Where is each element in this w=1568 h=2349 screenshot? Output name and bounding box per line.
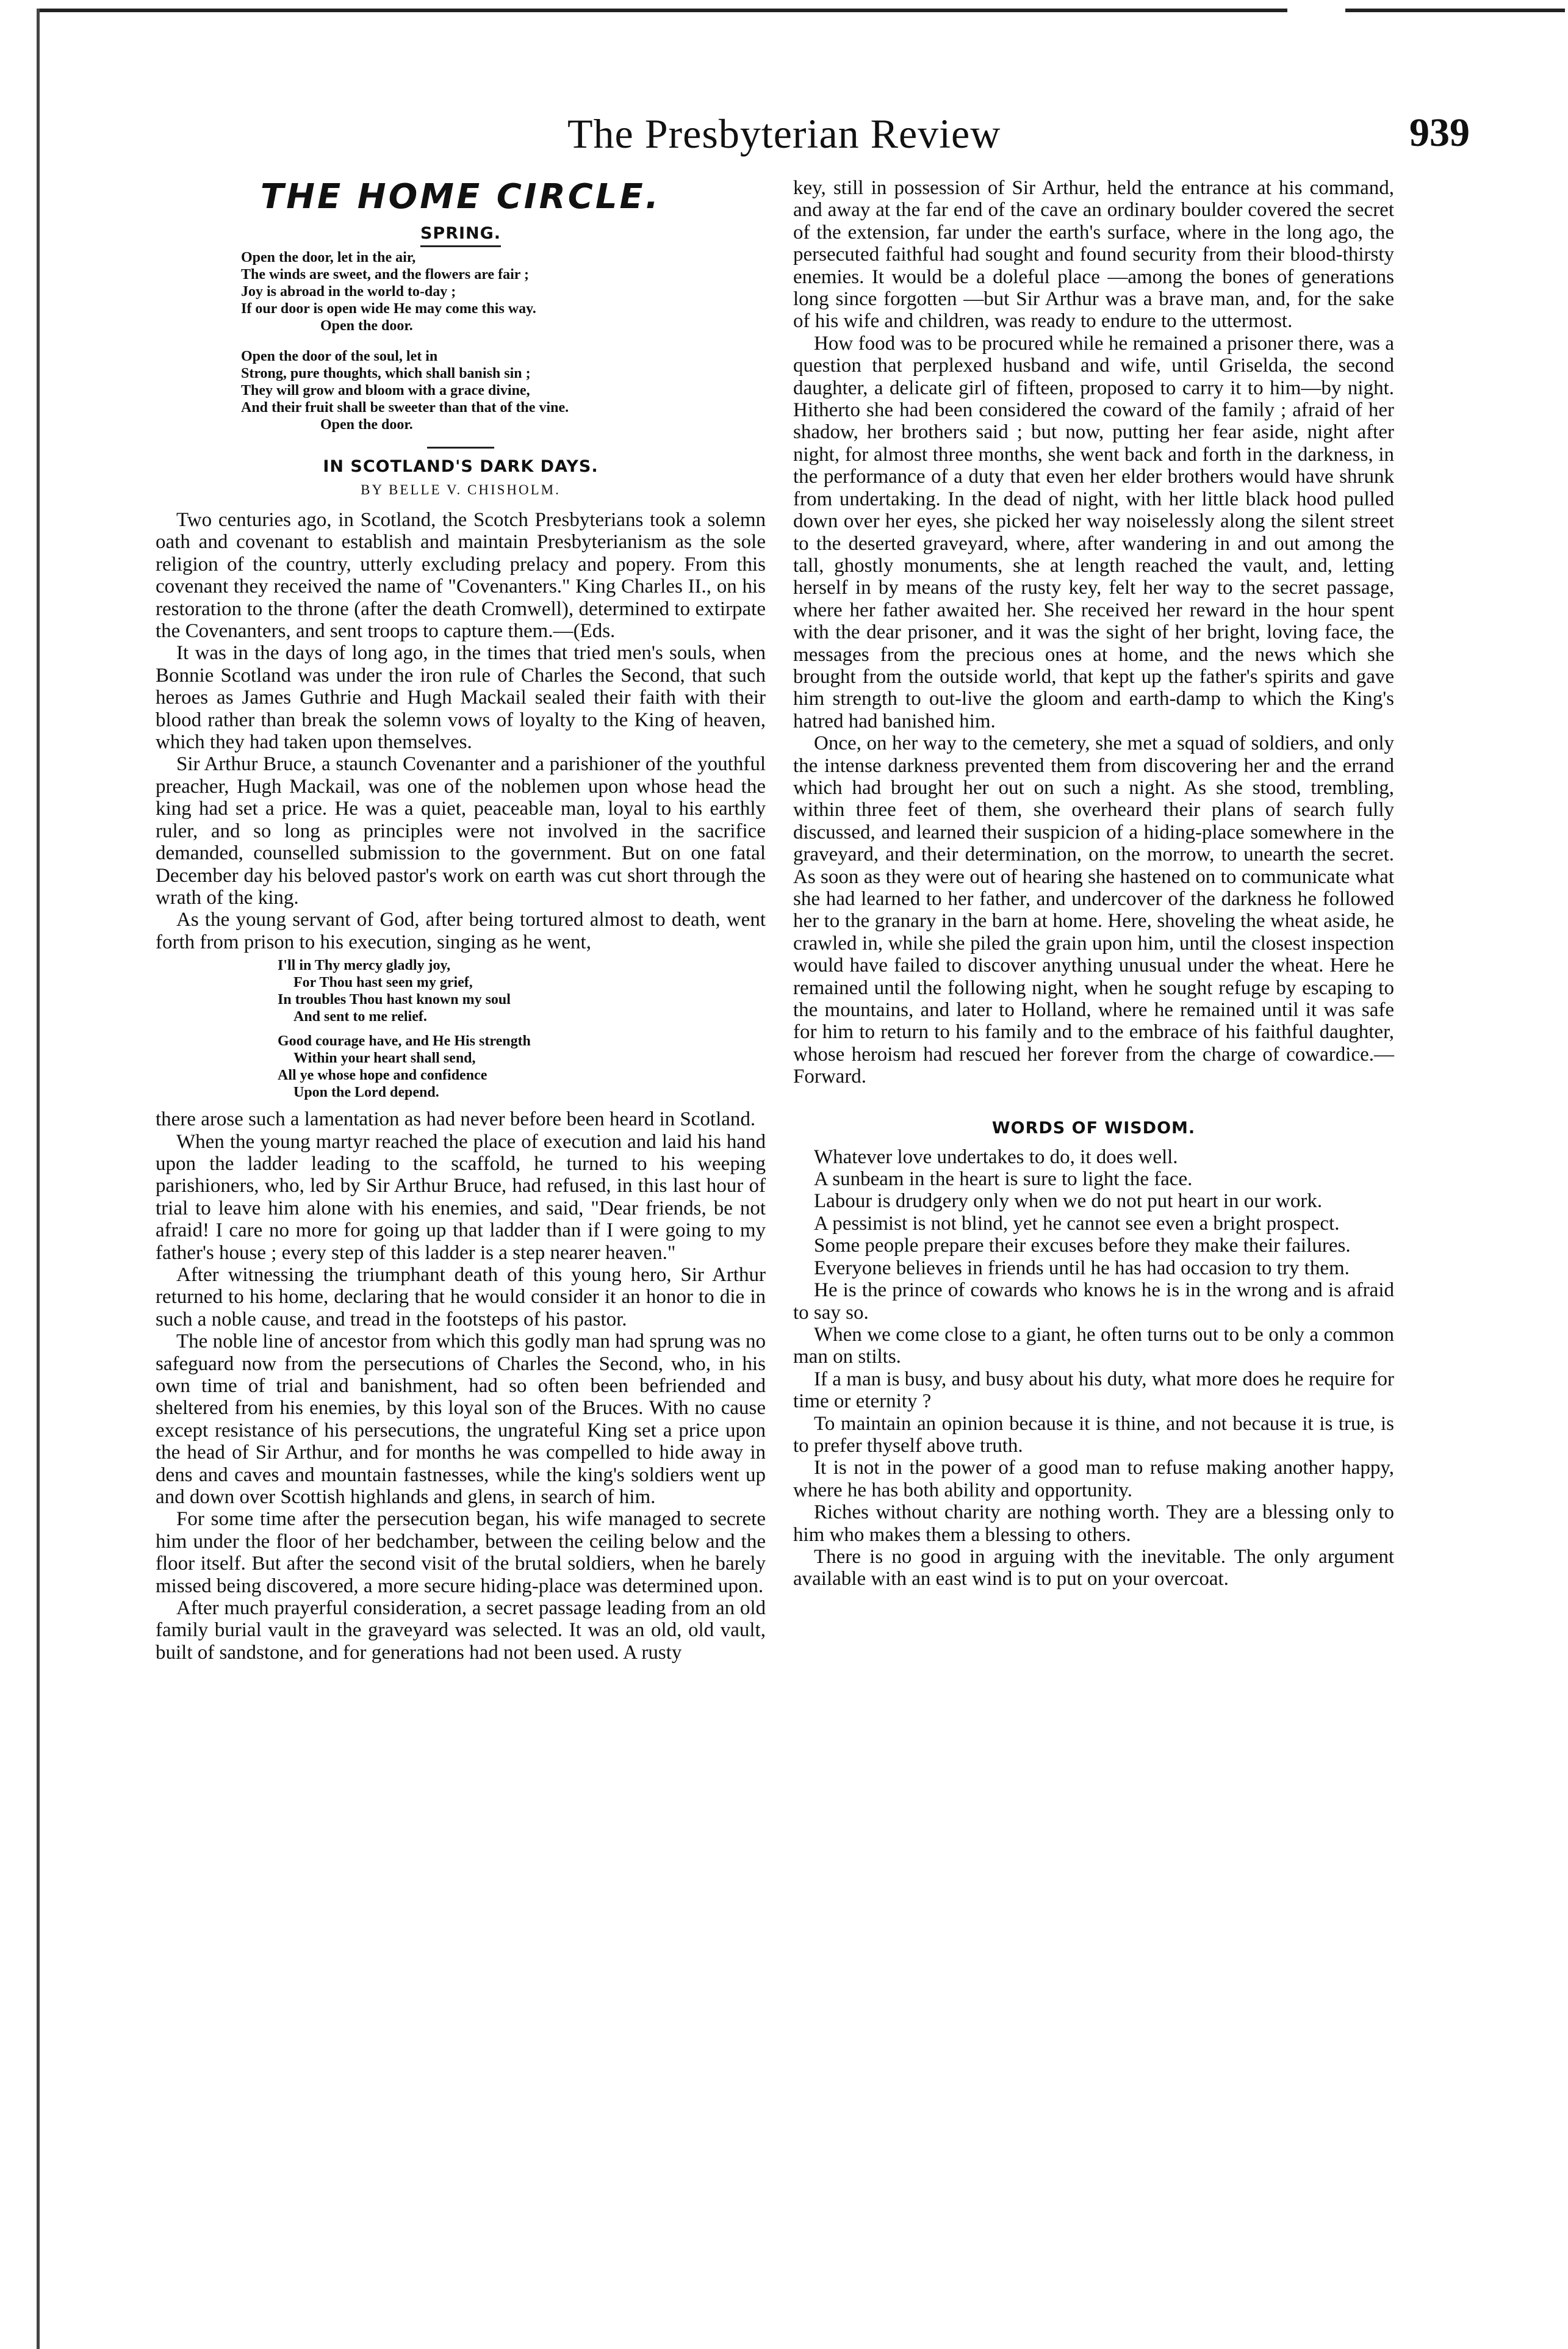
- wisdom-item: A sunbeam in the heart is sure to light the face.: [814, 1168, 1193, 1191]
- hymn-quote: [278, 957, 766, 1101]
- hymn-line: Within your heart shall send,: [293, 1050, 476, 1067]
- poem-line: If our door is open wide He may come this way.: [241, 301, 536, 317]
- article-paragraph: For some time after the persecution began, his wife managed to secrete him under the floor of her bedchamber, between the ceiling below and the floor itself. But after the second visit of the brutal soldiers, when he barely missed being discovered, a more secure hiding-place was determined upon.: [156, 1508, 766, 1597]
- wisdom-item: A pessimist is not blind, yet he cannot see even a bright prospect.: [814, 1212, 1340, 1235]
- right-column: [793, 177, 1394, 1590]
- wisdom-item: Everyone believes in friends until he has had occasion to try them.: [814, 1257, 1350, 1279]
- poem-stanza-1: [241, 249, 766, 334]
- wisdom-item: Labour is drudgery only when we do not put heart in our work.: [814, 1190, 1323, 1213]
- article-paragraph: After much prayerful consideration, a secret passage leading from an old family burial vault in the graveyard was selected. It was an old, old vault, built of sandstone, and for generations had not been used. A rusty: [156, 1597, 766, 1664]
- article-paragraph: It was in the days of long ago, in the times that tried men's souls, when Bonnie Scotland was under the iron rule of Charles the Second, that such heroes as James Guthrie and Hugh Mackail sealed their faith with their blood rather than break the solemn vows of loyalty to the King of heaven, which they had taken upon themselves.: [156, 642, 766, 754]
- article-title: IN SCOTLAND'S DARK DAYS.: [323, 457, 599, 476]
- left-border-rule: [37, 9, 40, 2349]
- poem-line: Open the door, let in the air,: [241, 250, 416, 265]
- section-title: THE HOME CIRCLE.: [260, 177, 661, 217]
- wisdom-item: He is the prince of cowards who knows he is in the wrong and is afraid to say so.: [793, 1279, 1394, 1324]
- hymn-stanza: [278, 1033, 766, 1101]
- poem-line: Joy is abroad in the world to-day ;: [241, 284, 456, 300]
- hymn-line: Upon the Lord depend.: [293, 1084, 439, 1101]
- hymn-line: And sent to me relief.: [293, 1009, 427, 1025]
- hymn-line: In troubles Thou hast known my soul: [278, 992, 511, 1008]
- running-header: [0, 110, 1568, 165]
- top-border-rule-right: [1345, 9, 1565, 12]
- article-paragraph: key, still in possession of Sir Arthur, held the entrance at his command, and away at the far end of the cave an ordinary boulder covered the secret of the extension, far under the earth's surface, where in the long ago, the persecuted faithful had sought and found security from their blood-thirsty enemies. It would be a doleful place —among the bones of generations long since forgotten —but Sir Arthur was a brave man, and, for the sake of his wife and children, was ready to endure to the uttermost.: [793, 177, 1394, 333]
- top-border-rule: [37, 9, 1287, 12]
- article-paragraph: Two centuries ago, in Scotland, the Scotch Presbyterians took a solemn oath and covenant to establish and maintain Presbyterianism as the sole religion of the country, utterly excluding prelacy and popery. From this covenant they received the name of "Covenanters." King Charles II., on his restoration to the throne (after the death Cromwell), determined to extirpate the Covenanters, and sent troops to capture them.—(Eds.: [156, 509, 766, 643]
- poem-line: Strong, pure thoughts, which shall banish sin ;: [241, 366, 531, 381]
- article-paragraph: there arose such a lamentation as had never before been heard in Scotland.: [156, 1108, 756, 1131]
- poem-refrain: Open the door.: [320, 417, 413, 433]
- article-paragraph: As the young servant of God, after being tortured almost to death, went forth from prison to his execution, singing as he went,: [156, 909, 766, 953]
- wisdom-item: Some people prepare their excuses before they make their failures.: [814, 1235, 1351, 1257]
- poem-line: They will grow and bloom with a grace divine,: [241, 383, 530, 399]
- article-paragraph: Sir Arthur Bruce, a staunch Covenanter and a parishioner of the youthful preacher, Hugh Mackail, was one of the noblemen upon whose head the king had set a price. He was a quiet, peaceable man, loyal to his earthly ruler, and so long as principles were not involved in the sacrifice demanded, counselled submission to the government. But on one fatal December day his beloved pastor's work on earth was cut short through the wrath of the king.: [156, 753, 766, 909]
- hymn-line: I'll in Thy mercy gladly joy,: [278, 958, 451, 974]
- hymn-line: All ye whose hope and confidence: [278, 1067, 487, 1084]
- article-byline: BY BELLE V. CHISHOLM.: [361, 482, 561, 497]
- hymn-line: For Thou hast seen my grief,: [293, 975, 473, 991]
- poem-line: Open the door of the soul, let in: [241, 348, 438, 364]
- article-paragraph: The noble line of ancestor from which this godly man had sprung was no safeguard now from the persecutions of Charles the Second, who, in his own time of trial and banishment, had so often been befriended and sheltered from his enemies, by this loyal son of the Bruces. With no cause except resistance of his persecutions, the ungrateful King set a price upon the head of Sir Arthur, and for months he was compelled to hide away in dens and caves and mountain fastnesses, while the king's soldiers went up and down over Scottish highlands and glens, in search of him.: [156, 1330, 766, 1509]
- wisdom-title: WORDS OF WISDOM.: [991, 1118, 1196, 1138]
- page-number: 939: [1409, 110, 1470, 155]
- article-paragraph: After witnessing the triumphant death of this young hero, Sir Arthur returned to his home, declaring that he would consider it an honor to die in such a noble cause, and tread in the footsteps of his pastor.: [156, 1263, 766, 1330]
- wisdom-item: If a man is busy, and busy about his duty, what more does he require for time or eternity ?: [793, 1368, 1394, 1413]
- poem-stanza-2: [241, 348, 766, 433]
- poem-line: The winds are sweet, and the flowers are fair ;: [241, 267, 529, 283]
- section-divider: [427, 447, 494, 449]
- wisdom-item: Riches without charity are nothing worth. They are a blessing only to him who makes them a blessing to others.: [793, 1501, 1394, 1546]
- wisdom-list: [793, 1146, 1394, 1590]
- hymn-line: Good courage have, and He His strength: [278, 1033, 531, 1050]
- wisdom-item: Whatever love undertakes to do, it does well.: [814, 1146, 1178, 1168]
- wisdom-item: To maintain an opinion because it is thine, and not because it is true, is to prefer thyself above truth.: [793, 1412, 1394, 1457]
- publication-title: The Presbyterian Review: [567, 110, 1001, 157]
- article-paragraph: Once, on her way to the cemetery, she met a squad of soldiers, and only the intense darkness prevented them from discovering her and the errand which had brought her out on such a night. As she stood, trembling, within three feet of them, she overheard their plans of search fully discussed, and learned their suspicion of a hiding-place somewhere in the graveyard, and their determination, on the morrow, to unearth the secret. As soon as they were out of hearing she hastened on to communicate what she had learned to her father, and undercover of the darkness he followed her to the granary in the barn at home. Here, shoveling the wheat aside, he crawled in, while she piled the grain upon him, until the closest inspection would have failed to discover anything unusual under the wheat. Here he remained until the following night, when he sought refuge by escaping to the mountains, and later to Holland, where he remained until it was safe for him to return to his family and to the embrace of his faithful daughter, whose heroism had rescued her forever from the charge of cowardice.— Forward.: [793, 732, 1394, 1088]
- wisdom-item: When we come close to a giant, he often turns out to be only a common man on stilts.: [793, 1323, 1394, 1368]
- left-column: [156, 177, 766, 1664]
- wisdom-item: It is not in the power of a good man to refuse making another happy, where he has both ability and opportunity.: [793, 1457, 1394, 1501]
- poem-title-text: SPRING.: [420, 224, 501, 247]
- wisdom-item: There is no good in arguing with the inevitable. The only argument available with an east wind is to put on your overcoat.: [793, 1545, 1394, 1590]
- hymn-stanza: [278, 957, 766, 1025]
- poem-refrain: Open the door.: [320, 318, 413, 334]
- article-paragraph: When the young martyr reached the place of execution and laid his hand upon the ladder leading to the scaffold, he turned to his weeping parishioners, who, led by Sir Arthur Bruce, had refused, in this last hour of trial to leave him alone with his enemies, and said, "Dear friends, be not afraid! I care no more for going up that ladder than if I were going to my father's house ; every step of this ladder is a step nearer heaven.": [156, 1130, 766, 1264]
- poem-line: And their fruit shall be sweeter than that of the vine.: [241, 400, 569, 416]
- article-paragraph: How food was to be procured while he remained a prisoner there, was a question that perplexed husband and wife, until Griselda, the second daughter, a delicate girl of fifteen, proposed to carry it to him—by night. Hitherto she had been considered the coward of the family ; afraid of her shadow, her brothers said ; but now, putting her fear aside, night after night, for almost three months, she went back and forth in the darkness, in the performance of a duty that even her elder brothers would have shrunk from undertaking. In the dead of night, with her little black hood pulled down over her eyes, she picked her way noiselessly along the silent street to the deserted graveyard, where, after wandering in and out among the tall, ghostly monuments, she at length reached the vault, and, letting herself in by means of the rusty key, felt her way to the secret passage, where her father awaited her. She received her reward in the hour spent with the dear prisoner, and it was the sight of her bright, loving face, the messages from the precious ones at home, and the news which she brought from the outside world, that kept up the father's spirits and gave him strength to out-live the gloom and earth-damp to which the King's hatred had banished him.: [793, 332, 1394, 732]
- poem-title: [156, 224, 766, 243]
